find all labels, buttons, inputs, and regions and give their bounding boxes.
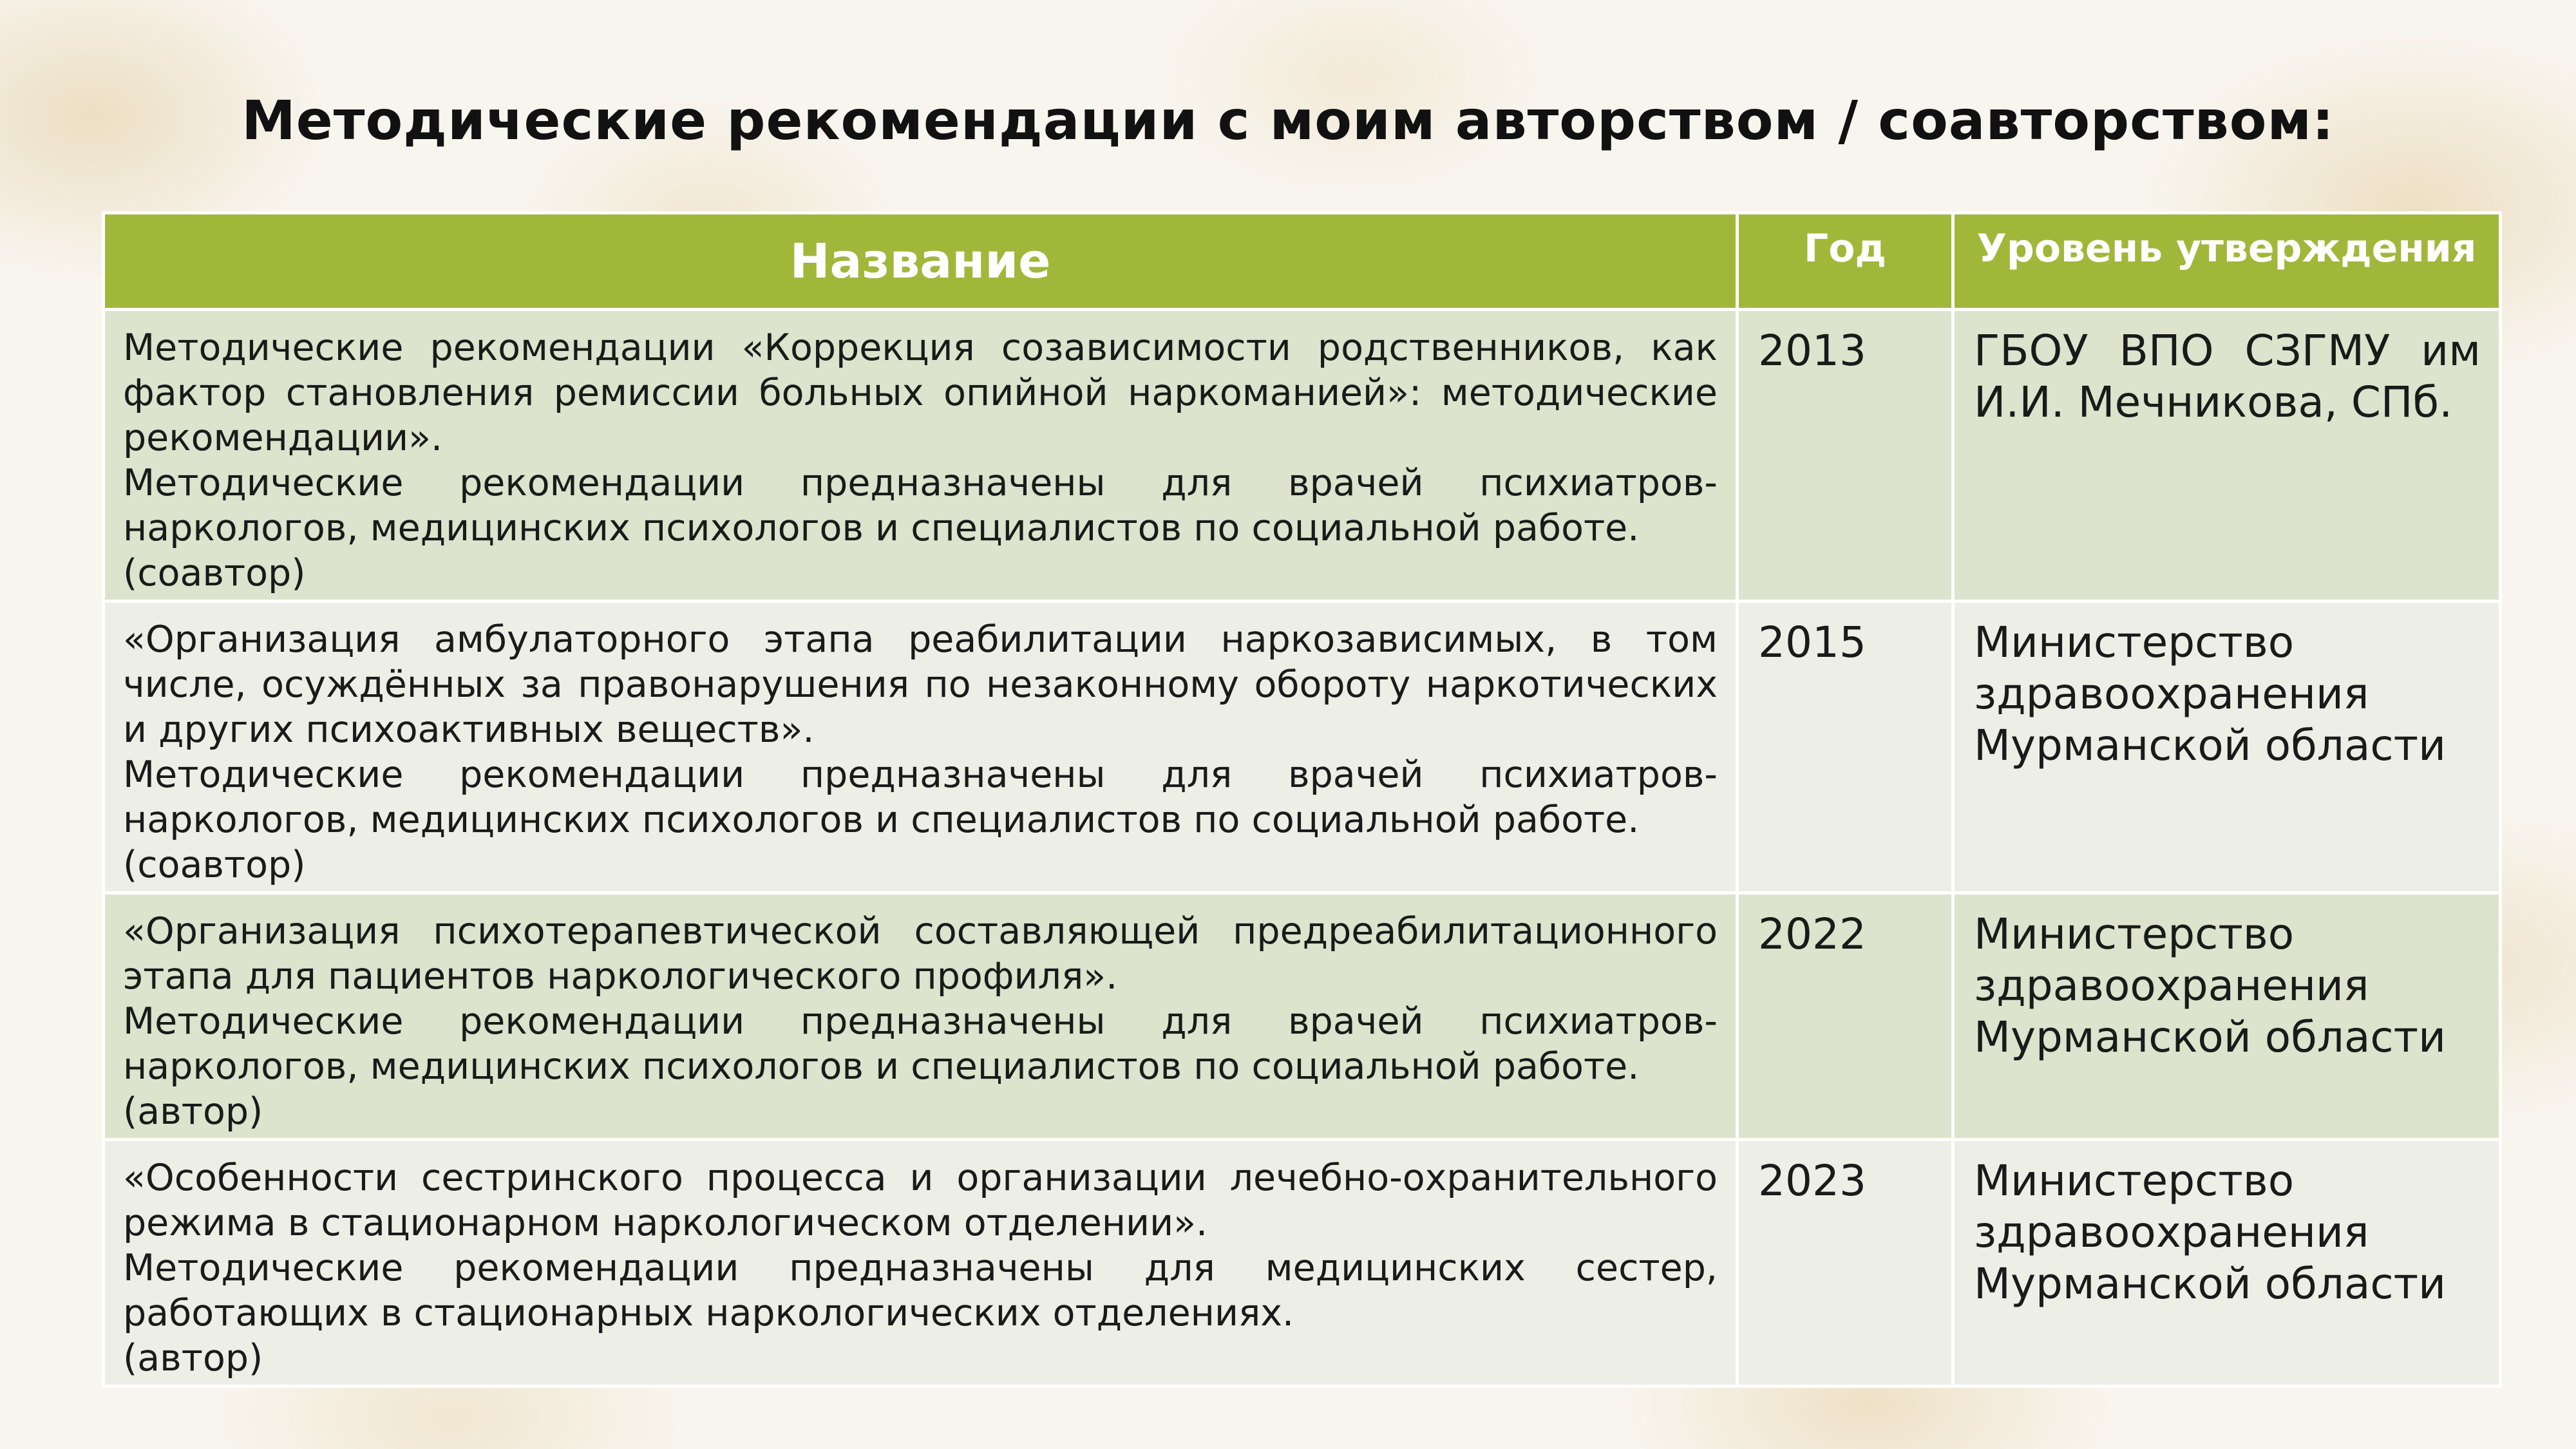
cell-name — [104, 1140, 1738, 1387]
recommendation-role: (соавтор) — [123, 552, 306, 594]
table-header-row — [104, 213, 2501, 310]
cell-year: 2023 — [1738, 1140, 1953, 1387]
recommendation-title: «Организация амбулаторного этапа реабилитации наркозависимых, в том числе, осуждённых за правонарушения по незаконному обороту наркотических и других психоактивных веществ». — [123, 618, 1718, 751]
slide-title: Методические рекомендации с моим авторством / соавторством: — [242, 89, 2334, 152]
cell-name — [104, 310, 1738, 601]
recommendation-title: «Организация психотерапевтической составляющей предреабилитационного этапа для пациентов наркологического профиля». — [123, 910, 1718, 998]
recommendation-title: Методические рекомендации «Коррекция созависимости родственников, как фактор становления ремиссии больных опийной наркоманией»: методические рекомендации». — [123, 327, 1718, 459]
recommendation-role: (автор) — [123, 1090, 263, 1133]
header-year: Год — [1738, 213, 1953, 310]
recommendation-role: (автор) — [123, 1337, 263, 1379]
table-row — [104, 310, 2501, 601]
header-level: Уровень утверждения — [1953, 213, 2501, 310]
cell-level: Министерство здравоохранения Мурманской области — [1953, 601, 2501, 893]
cell-year: 2013 — [1738, 310, 1953, 601]
recommendations-table-container — [102, 211, 2499, 1388]
cell-year: 2022 — [1738, 893, 1953, 1140]
recommendations-table — [102, 211, 2502, 1388]
cell-name — [104, 893, 1738, 1140]
table-row — [104, 1140, 2501, 1387]
cell-level: Министерство здравоохранения Мурманской области — [1953, 893, 2501, 1140]
cell-level: Министерство здравоохранения Мурманской области — [1953, 1140, 2501, 1387]
table-row — [104, 893, 2501, 1140]
table-row — [104, 601, 2501, 893]
header-name: Название — [104, 213, 1738, 310]
cell-year: 2015 — [1738, 601, 1953, 893]
recommendation-role: (соавтор) — [123, 844, 306, 886]
recommendation-purpose: Методические рекомендации предназначены для врачей психиатров-наркологов, медицинских психологов и специалистов по социальной работе. — [123, 462, 1718, 549]
recommendation-purpose: Методические рекомендации предназначены для медицинских сестер, работающих в стационарных наркологических отделениях. — [123, 1247, 1718, 1334]
recommendation-purpose: Методические рекомендации предназначены для врачей психиатров-наркологов, медицинских психологов и специалистов по социальной работе. — [123, 753, 1718, 841]
cell-name — [104, 601, 1738, 893]
recommendation-purpose: Методические рекомендации предназначены для врачей психиатров-наркологов, медицинских психологов и специалистов по социальной работе. — [123, 1000, 1718, 1088]
cell-level: ГБОУ ВПО СЗГМУ им И.И. Мечникова, СПб. — [1953, 310, 2501, 601]
recommendation-title: «Особенности сестринского процесса и организации лечебно-охранительного режима в стационарном наркологическом отделении». — [123, 1157, 1718, 1244]
